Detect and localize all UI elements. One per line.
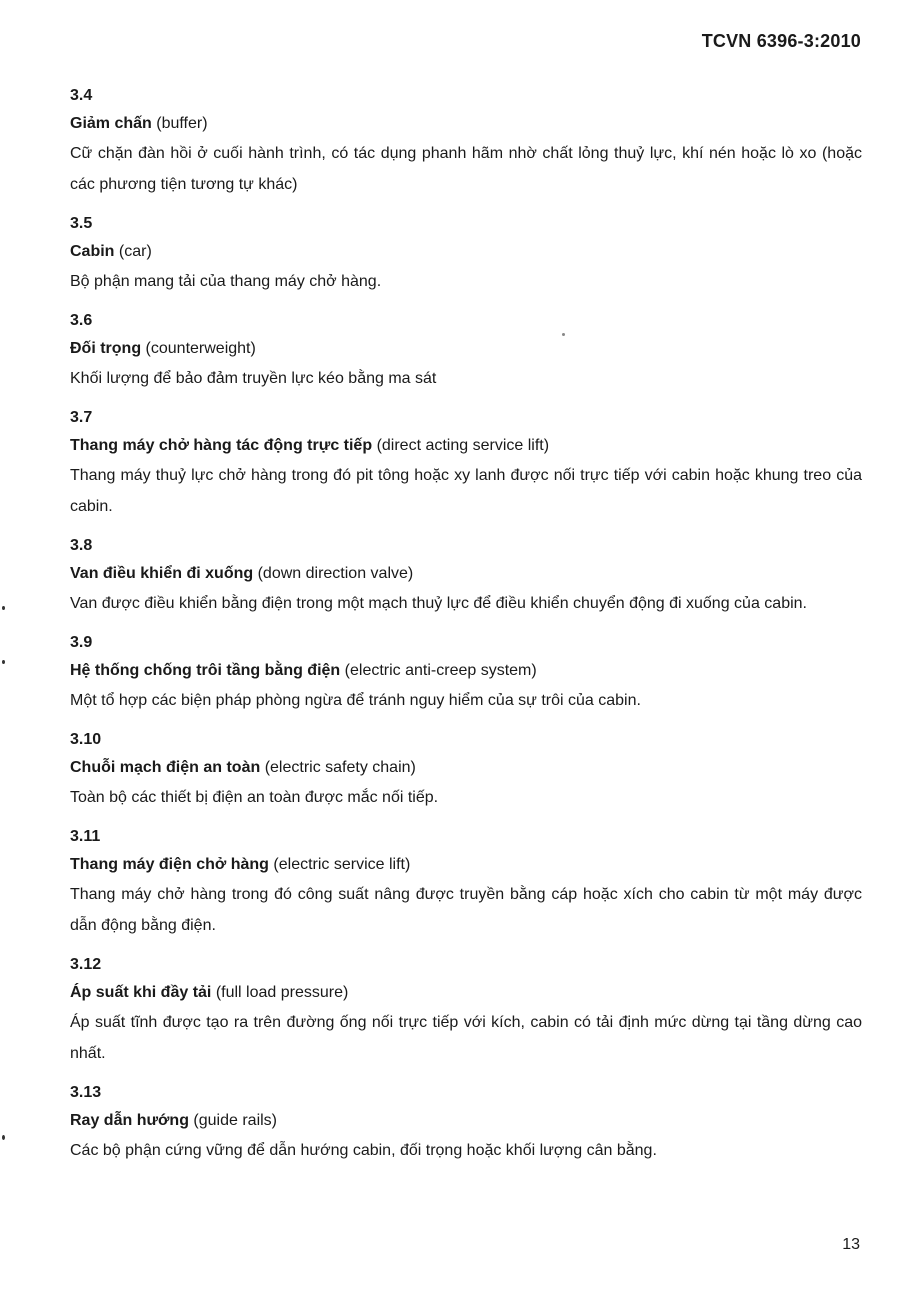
page-number: 13 — [842, 1236, 860, 1253]
entry-definition: Toàn bộ các thiết bị điện an toàn được mắc nối tiếp. — [70, 789, 439, 806]
entry-definition: Thang máy chở hàng trong đó công suất nâng được truyền bằng cáp hoặc xích cho cabin từ một máy được dẫn động bằng điện. — [70, 886, 862, 934]
definition-entry-3-4 — [70, 82, 862, 200]
entry-definition: Cữ chặn đàn hồi ở cuối hành trình, có tác dụng phanh hãm nhờ chất lỏng thuỷ lực, khí nén hoặc lò xo (hoặc các phương tiện tương tự khác) — [70, 145, 862, 193]
term-vietnamese: Hệ thống chống trôi tầng bằng điện — [70, 662, 341, 679]
definition-entry-3-9 — [70, 629, 862, 716]
definition-entry-3-11 — [70, 823, 862, 941]
entry-number: 3.8 — [70, 537, 93, 554]
entry-number: 3.11 — [70, 828, 101, 845]
term-english: (electric safety chain) — [264, 759, 416, 776]
entry-definition: Bộ phận mang tải của thang máy chở hàng. — [70, 273, 382, 290]
entry-term — [70, 432, 862, 460]
scan-speck — [562, 333, 565, 336]
term-vietnamese: Thang máy chở hàng tác động trực tiếp — [70, 437, 373, 454]
entry-number: 3.7 — [70, 409, 93, 426]
term-english: (guide rails) — [193, 1112, 278, 1129]
entry-term — [70, 979, 862, 1007]
definitions-list — [70, 82, 862, 1176]
entry-number: 3.6 — [70, 312, 93, 329]
term-vietnamese: Van điều khiển đi xuống — [70, 565, 254, 582]
entry-number: 3.5 — [70, 215, 93, 232]
entry-term — [70, 560, 862, 588]
term-vietnamese: Cabin — [70, 243, 115, 260]
term-vietnamese: Đối trọng — [70, 340, 142, 357]
entry-term — [70, 238, 862, 266]
term-vietnamese: Giảm chấn — [70, 115, 152, 132]
entry-term — [70, 335, 862, 363]
entry-definition: Một tổ hợp các biện pháp phòng ngừa để tránh nguy hiểm của sự trôi của cabin. — [70, 692, 641, 709]
scan-speck — [2, 1135, 5, 1140]
term-english: (counterweight) — [145, 340, 256, 357]
definition-entry-3-5 — [70, 210, 862, 297]
definition-entry-3-8 — [70, 532, 862, 619]
definition-entry-3-7 — [70, 404, 862, 522]
entry-term — [70, 110, 862, 138]
term-english: (electric anti-creep system) — [344, 662, 537, 679]
entry-definition: Khối lượng để bảo đảm truyền lực kéo bằng ma sát — [70, 370, 437, 387]
term-english: (car) — [118, 243, 152, 260]
scan-speck — [2, 606, 5, 610]
term-vietnamese: Chuỗi mạch điện an toàn — [70, 759, 261, 776]
term-english: (full load pressure) — [215, 984, 349, 1001]
term-vietnamese: Thang máy điện chở hàng — [70, 856, 269, 873]
term-english: (electric service lift) — [273, 856, 411, 873]
term-english: (buffer) — [156, 115, 208, 132]
entry-term — [70, 851, 862, 879]
term-vietnamese: Ray dẫn hướng — [70, 1112, 189, 1129]
term-english: (direct acting service lift) — [376, 437, 550, 454]
entry-term — [70, 754, 862, 782]
definition-entry-3-10 — [70, 726, 862, 813]
scan-speck — [2, 660, 5, 664]
standard-code-header: TCVN 6396-3:2010 — [701, 31, 861, 51]
definition-entry-3-13 — [70, 1079, 862, 1166]
definition-entry-3-6 — [70, 307, 862, 394]
entry-definition: Áp suất tĩnh được tạo ra trên đường ống nối trực tiếp với kích, cabin có tải định mức dừng tại tầng dừng cao nhất. — [70, 1014, 862, 1062]
term-english: (down direction valve) — [257, 565, 414, 582]
entry-number: 3.13 — [70, 1084, 102, 1101]
entry-definition: Van được điều khiển bằng điện trong một mạch thuỷ lực để điều khiển chuyển động đi xuống của cabin. — [70, 595, 807, 612]
definition-entry-3-12 — [70, 951, 862, 1069]
entry-number: 3.12 — [70, 956, 102, 973]
entry-number: 3.4 — [70, 87, 93, 104]
entry-definition: Thang máy thuỷ lực chở hàng trong đó pit tông hoặc xy lanh được nối trực tiếp với cabin hoặc khung treo của cabin. — [70, 467, 862, 515]
entry-number: 3.9 — [70, 634, 93, 651]
term-vietnamese: Áp suất khi đầy tải — [70, 984, 212, 1001]
entry-number: 3.10 — [70, 731, 102, 748]
entry-term — [70, 657, 862, 685]
entry-definition: Các bộ phận cứng vững để dẫn hướng cabin, đối trọng hoặc khối lượng cân bằng. — [70, 1142, 657, 1159]
entry-term — [70, 1107, 862, 1135]
